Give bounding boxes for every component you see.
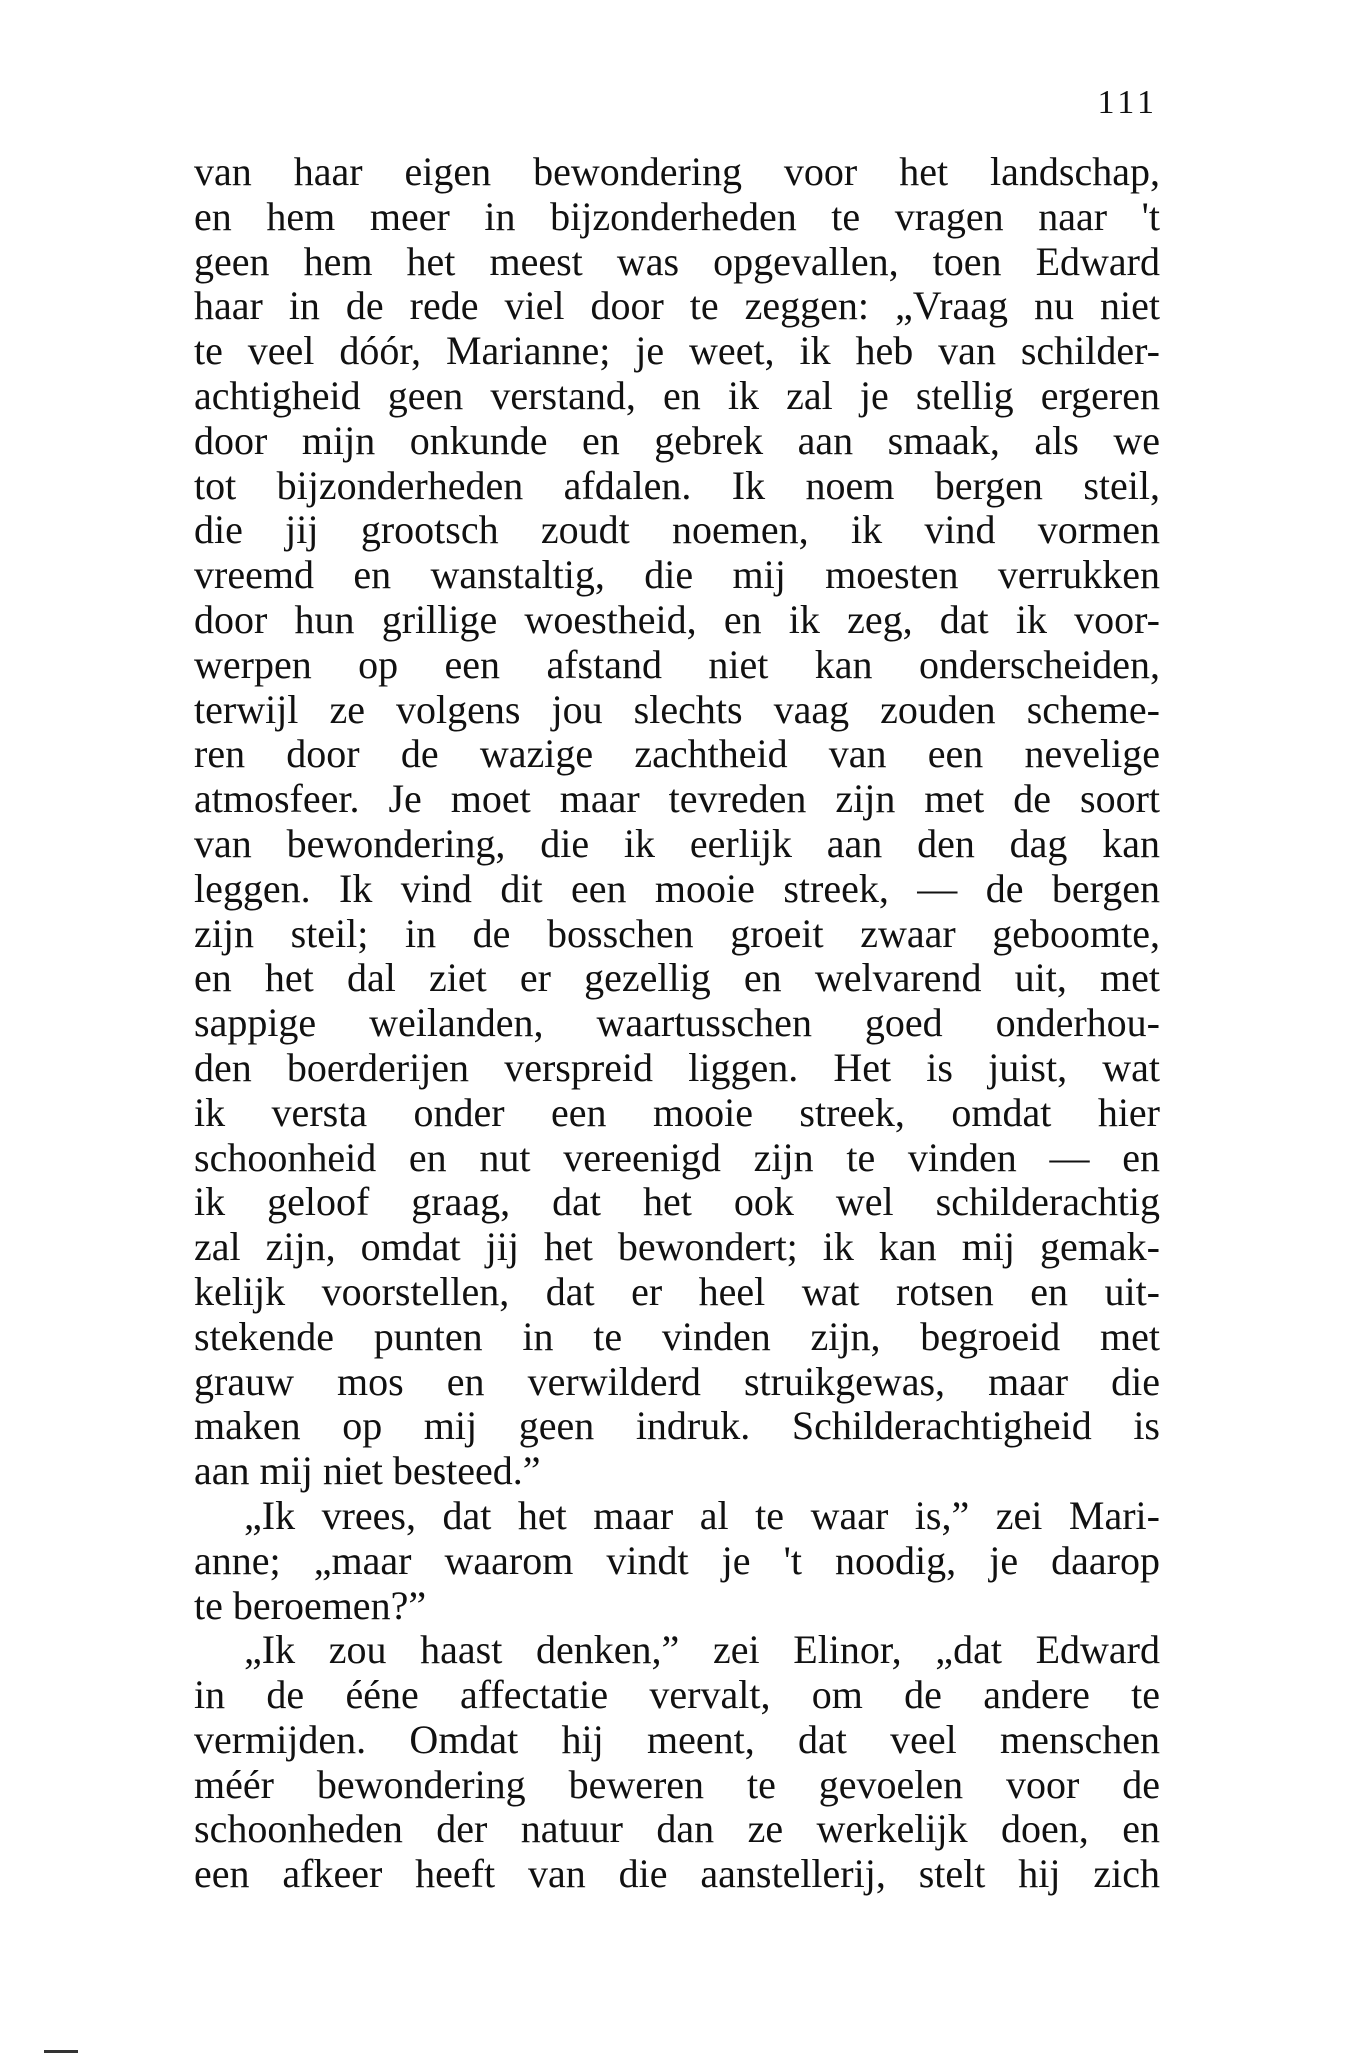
text-line: in de ééne affectatie vervalt, om de andere te <box>194 1672 1160 1718</box>
body-text <box>194 150 1160 1897</box>
text-line: schoonheden der natuur dan ze werkelijk doen, en <box>194 1806 1160 1852</box>
text-line: anne; „maar waarom vindt je 't noodig, je daarop <box>194 1537 1160 1583</box>
page-number: 111 <box>1097 84 1158 121</box>
text-line: stekende punten in te vinden zijn, begroeid met <box>194 1313 1160 1359</box>
text-line: achtigheid geen verstand, en ik zal je stellig ergeren <box>194 372 1160 418</box>
text-line: die jij grootsch zoudt noemen, ik vind vormen <box>194 507 1160 553</box>
text-line: „Ik zou haast denken,” zei Elinor, „dat Edward <box>244 1627 1160 1673</box>
text-line: sappige weilanden, waartusschen goed onderhou- <box>194 1000 1160 1046</box>
text-line: zijn steil; in de bosschen groeit zwaar geboomte, <box>194 910 1160 956</box>
text-line: tot bijzonderheden afdalen. Ik noem bergen steil, <box>194 462 1160 508</box>
text-line: aan mij niet besteed.” <box>194 1448 541 1494</box>
text-line: werpen op een afstand niet kan onderscheiden, <box>194 641 1160 687</box>
text-line: ik geloof graag, dat het ook wel schilderachtig <box>194 1179 1160 1225</box>
scan-artifact <box>44 2050 78 2053</box>
text-line: vreemd en wanstaltig, die mij moesten verrukken <box>194 552 1160 598</box>
text-line: en hem meer in bijzonderheden te vragen naar 't <box>194 193 1160 239</box>
text-line: kelijk voorstellen, dat er heel wat rotsen en uit- <box>194 1268 1160 1314</box>
text-line: méér bewondering beweren te gevoelen voor de <box>194 1761 1160 1807</box>
text-line: te beroemen?” <box>194 1582 427 1628</box>
text-line: maken op mij geen indruk. Schilderachtigheid is <box>194 1403 1160 1449</box>
text-line: van bewondering, die ik eerlijk aan den dag kan <box>194 820 1160 866</box>
text-line: ren door de wazige zachtheid van een nevelige <box>194 731 1160 777</box>
text-line: van haar eigen bewondering voor het landschap, <box>194 149 1160 194</box>
text-line: te veel dóór, Marianne; je weet, ik heb van schilder- <box>194 328 1160 374</box>
text-line: leggen. Ik vind dit een mooie streek, — de bergen <box>194 865 1160 911</box>
text-line: haar in de rede viel door te zeggen: „Vraag nu niet <box>194 283 1160 329</box>
text-line: vermijden. Omdat hij meent, dat veel menschen <box>194 1716 1160 1762</box>
text-line: een afkeer heeft van die aanstellerij, stelt hij zich <box>194 1851 1160 1897</box>
text-line: grauw mos en verwilderd struikgewas, maar die <box>194 1358 1160 1404</box>
text-line: en het dal ziet er gezellig en welvarend uit, met <box>194 955 1160 1001</box>
text-line: schoonheid en nut vereenigd zijn te vinden — en <box>194 1134 1160 1180</box>
text-line: „Ik vrees, dat het maar al te waar is,” zei Mari- <box>244 1492 1160 1538</box>
text-line: atmosfeer. Je moet maar tevreden zijn met de soort <box>194 776 1160 822</box>
text-line: zal zijn, omdat jij het bewondert; ik kan mij gemak- <box>194 1224 1160 1270</box>
text-line: door mijn onkunde en gebrek aan smaak, als we <box>194 417 1160 463</box>
text-line: ik versta onder een mooie streek, omdat hier <box>194 1089 1160 1135</box>
text-line: den boerderijen verspreid liggen. Het is juist, wat <box>194 1044 1160 1090</box>
text-line: geen hem het meest was opgevallen, toen Edward <box>194 238 1160 284</box>
text-line: terwijl ze volgens jou slechts vaag zouden scheme- <box>194 686 1160 732</box>
text-line: door hun grillige woestheid, en ik zeg, dat ik voor- <box>194 596 1160 642</box>
